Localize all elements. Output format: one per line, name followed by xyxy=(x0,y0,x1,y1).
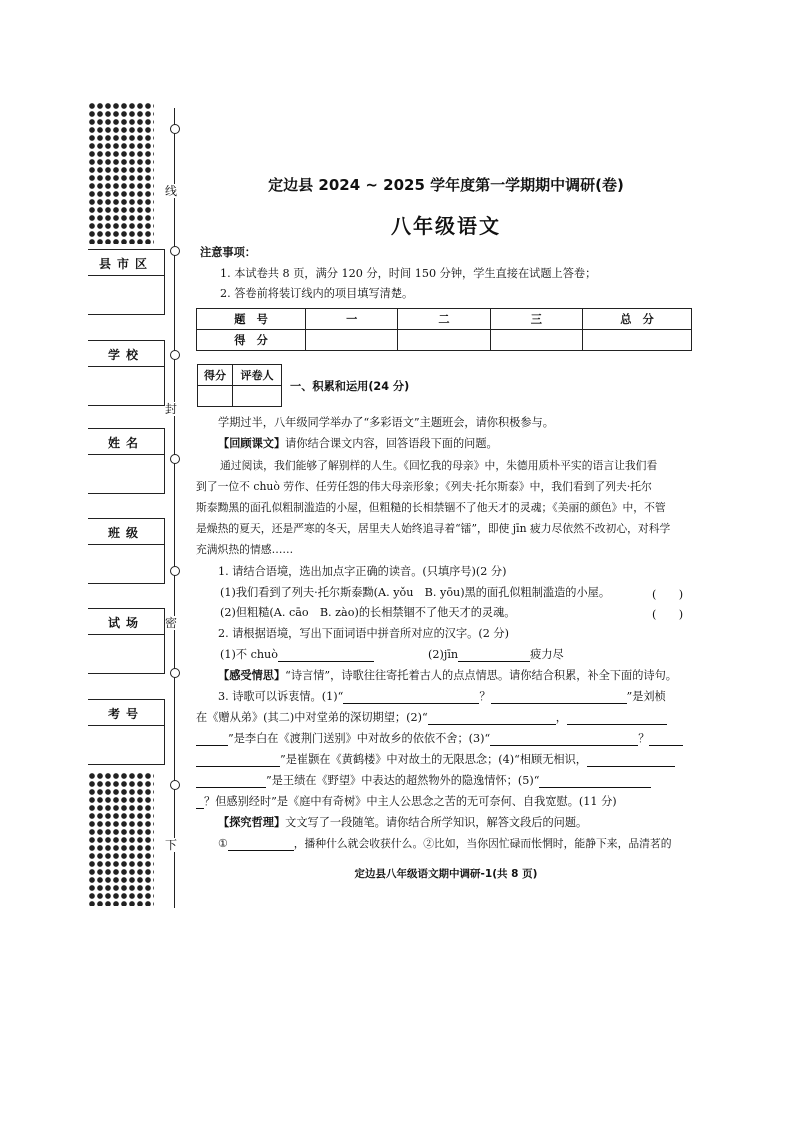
grader-name-label: 评卷人 xyxy=(233,365,282,386)
question-3-line3 xyxy=(196,732,683,746)
score-cell[interactable] xyxy=(398,330,490,351)
passage-line: 到了一位不 chuò 劳作、任劳任怨的伟大母亲形象；《列夫·托尔斯泰》中，我们看到了列夫·托尔 xyxy=(196,480,652,493)
binding-circle-icon xyxy=(170,350,180,360)
passage-line: 斯泰黝黑的面孔似粗制滥造的小屋，但粗糙的长相禁锢不了他天才的灵魂；《美丽的颜色》中，不管 xyxy=(196,501,666,514)
question-1: 1. 请结合语境，选出加点字正确的读音。(只填序号)(2 分) xyxy=(218,565,507,578)
field-divider xyxy=(88,544,164,545)
grader-table xyxy=(197,364,282,407)
binding-mark-secret: 密 xyxy=(165,616,178,630)
score-cell[interactable] xyxy=(490,330,582,351)
feel-text: “诗言情”，诗歌往往寄托着古人的点点情思。请你结合积累，补全下面的诗句。 xyxy=(285,669,677,682)
question-3-text: ？ xyxy=(638,732,650,745)
question-2-2: (2)jīn xyxy=(428,648,459,661)
review-line xyxy=(218,437,498,451)
page-footer: 定边县八年级语文期中调研-1(共 8 页) xyxy=(354,868,538,880)
field-school[interactable] xyxy=(88,340,165,406)
subject-title: 八年级语文 xyxy=(391,214,501,238)
answer-blank[interactable] xyxy=(228,850,294,851)
question-2-items xyxy=(220,648,564,662)
exam-title: 定边县 2024 ~ 2025 学年度第一学期期中调研(卷) xyxy=(268,176,624,194)
grader-score-label: 得分 xyxy=(198,365,233,386)
answer-blank[interactable] xyxy=(278,661,374,662)
field-exam-number[interactable] xyxy=(88,699,165,765)
question-3-text: ”是李白在《渡荆门送别》中对故乡的依依不舍；(3)“ xyxy=(228,732,491,745)
field-divider xyxy=(88,634,164,635)
question-3-text: ”是刘桢 xyxy=(626,690,666,703)
question-3-line2 xyxy=(196,711,667,725)
feel-tag: 【感受情思】 xyxy=(218,669,286,682)
binding-mark-bottom: 下 xyxy=(165,838,178,852)
binding-mark-seal: 封 xyxy=(165,402,178,416)
answer-blank[interactable] xyxy=(196,745,228,746)
answer-blank[interactable] xyxy=(649,745,683,746)
question-3-text: ， xyxy=(555,711,567,724)
question-3-line1 xyxy=(218,690,666,704)
question-2-1: (1)不 chuò xyxy=(220,648,279,661)
essay-line xyxy=(218,837,672,851)
field-label: 姓名 xyxy=(107,436,144,450)
essay-number: ① xyxy=(218,837,228,850)
score-header-cell: 三 xyxy=(490,309,582,330)
answer-blank[interactable] xyxy=(491,703,627,704)
binding-circle-icon xyxy=(170,246,180,256)
grader-name-cell[interactable] xyxy=(233,386,282,407)
binding-circle-icon xyxy=(170,668,180,678)
review-tag: 【回顾课文】 xyxy=(218,437,286,450)
binding-circle-icon xyxy=(170,780,180,790)
score-header-cell: 二 xyxy=(398,309,490,330)
answer-blank[interactable] xyxy=(196,808,204,809)
score-header-cell: 题 号 xyxy=(197,309,306,330)
notice-heading: 注意事项： xyxy=(200,246,256,259)
notice-item: 2. 答卷前将装订线内的项目填写清楚。 xyxy=(220,287,414,300)
review-text: 请你结合课文内容，回答语段下面的问题。 xyxy=(285,437,498,450)
essay-text: ，播种什么就会收获什么。②比如，当你因忙碌而怅惘时，能静下来，品清茗的 xyxy=(293,837,672,850)
grader-score-cell[interactable] xyxy=(198,386,233,407)
score-row-label: 得 分 xyxy=(197,330,306,351)
question-2-2-tail: 疲力尽 xyxy=(530,648,564,661)
section-intro: 学期过半，八年级同学举办了“多彩语文”主题班会，请你积极参与。 xyxy=(218,416,554,429)
passage-line: 通过阅读，我们能够了解别样的人生。《回忆我的母亲》中，朱德用质朴平实的语言让我们看 xyxy=(220,459,658,472)
field-name[interactable] xyxy=(88,428,165,494)
field-divider xyxy=(88,275,164,276)
field-divider xyxy=(88,725,164,726)
feel-line xyxy=(218,669,677,683)
passage-line: 是燥热的夏天，还是严寒的冬天，居里夫人始终追寻着“镭”，即使 jīn 疲力尽依然不改初心，对科学 xyxy=(196,522,671,535)
field-exam-room[interactable] xyxy=(88,608,165,674)
question-3-text: ”是王绩在《野望》中表达的超然物外的隐逸情怀；(5)“ xyxy=(266,774,540,787)
question-3-text: ？ xyxy=(479,690,491,703)
question-2: 2. 请根据语境，写出下面词语中拼音所对应的汉字。(2 分) xyxy=(218,627,509,640)
binding-circle-icon xyxy=(170,124,180,134)
binding-mark-line: 线 xyxy=(165,184,178,198)
passage-line: 充满炽热的情感…… xyxy=(196,543,294,556)
answer-blank[interactable] xyxy=(490,745,638,746)
score-header-cell: 总 分 xyxy=(583,309,692,330)
dot-pattern-top xyxy=(88,102,154,244)
answer-paren[interactable]: ( ) xyxy=(652,588,684,601)
score-table xyxy=(196,308,692,351)
notice-item: 1. 本试卷共 8 页，满分 120 分，时间 150 分钟，学生直接在试题上答卷； xyxy=(220,267,597,280)
binding-circle-icon xyxy=(170,454,180,464)
field-label: 试场 xyxy=(107,616,144,630)
question-3-text: 3. 诗歌可以诉衷情。(1)“ xyxy=(218,690,344,703)
question-3-text: ？但感别经时”是《庭中有奇树》中主人公思念之苦的无可奈何、自我宽慰。(11 分) xyxy=(204,795,617,808)
answer-blank[interactable] xyxy=(567,724,667,725)
answer-blank[interactable] xyxy=(587,766,675,767)
score-cell[interactable] xyxy=(583,330,692,351)
score-cell[interactable] xyxy=(306,330,398,351)
answer-blank[interactable] xyxy=(196,787,266,788)
section-heading: 一、积累和运用(24 分) xyxy=(290,380,410,393)
binding-circle-icon xyxy=(170,566,180,576)
question-3-line6 xyxy=(196,795,617,809)
explore-text: 文文写了一段随笔。请你结合所学知识，解答文段后的问题。 xyxy=(285,816,588,829)
field-label: 学校 xyxy=(107,348,144,362)
question-1-2: (2)但粗糙(A. cāo B. zào)的长相禁锢不了他天才的灵魂。 xyxy=(220,606,516,619)
answer-blank[interactable] xyxy=(196,766,280,767)
field-divider xyxy=(88,366,164,367)
answer-blank[interactable] xyxy=(343,703,479,704)
field-divider xyxy=(88,454,164,455)
dot-pattern-bottom xyxy=(88,772,154,906)
explore-line xyxy=(218,816,587,830)
answer-blank[interactable] xyxy=(539,787,651,788)
field-label: 县市区 xyxy=(98,257,153,271)
question-3-text: 在《赠从弟》(其二)中对堂弟的深切期望；(2)“ xyxy=(196,711,428,724)
answer-paren[interactable]: ( ) xyxy=(652,608,684,621)
answer-blank[interactable] xyxy=(458,661,530,662)
field-label: 考号 xyxy=(107,707,144,721)
question-1-1: (1)我们看到了列夫·托尔斯泰黝(A. yǒu B. yōu)黑的面孔似粗制滥造的小屋。 xyxy=(220,586,611,599)
question-3-line5 xyxy=(196,774,651,788)
field-label: 班级 xyxy=(107,526,144,540)
question-3-text: ”是崔颢在《黄鹤楼》中对故土的无限思念；(4)“相顾无相识， xyxy=(280,753,587,766)
answer-blank[interactable] xyxy=(428,724,556,725)
field-class[interactable] xyxy=(88,518,165,584)
field-county[interactable] xyxy=(88,249,165,315)
question-3-line4 xyxy=(196,753,675,767)
explore-tag: 【探究哲理】 xyxy=(218,816,286,829)
score-header-cell: 一 xyxy=(306,309,398,330)
